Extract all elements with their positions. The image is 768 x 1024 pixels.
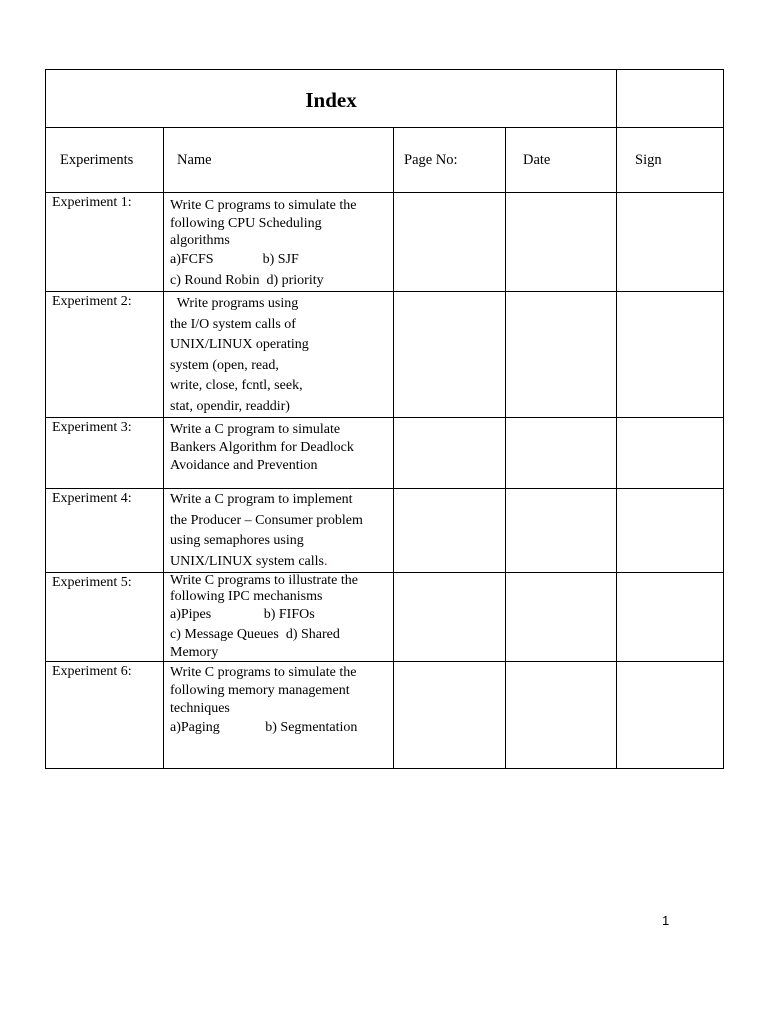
experiment-line: a)FCFS b) SJF bbox=[170, 252, 299, 267]
title-row bbox=[46, 70, 724, 128]
experiment-name bbox=[164, 418, 394, 489]
experiment-line-with-mark bbox=[170, 552, 393, 573]
page-no-cell bbox=[394, 573, 506, 662]
experiment-name bbox=[164, 292, 394, 418]
page-title: Index bbox=[305, 88, 357, 112]
page-no-cell bbox=[394, 662, 506, 769]
experiment-line: using semaphores using bbox=[170, 533, 304, 548]
table-row bbox=[46, 573, 724, 662]
sign-cell bbox=[617, 489, 724, 573]
experiment-label: Experiment 3: bbox=[46, 418, 164, 489]
table-row bbox=[46, 193, 724, 292]
experiment-label: Experiment 4: bbox=[46, 489, 164, 573]
experiment-line: c) Message Queues d) Shared bbox=[170, 627, 340, 642]
experiment-name bbox=[164, 662, 394, 769]
header-experiments bbox=[46, 128, 164, 193]
header-experiments-label: Experiments bbox=[60, 151, 134, 168]
table-row bbox=[46, 489, 724, 573]
experiment-line: Write a C program to implement bbox=[170, 492, 353, 507]
title-cell bbox=[46, 70, 617, 128]
experiment-name bbox=[164, 489, 394, 573]
header-page-no bbox=[394, 128, 506, 193]
sign-cell bbox=[617, 573, 724, 662]
experiment-line: a)Pipes b) FIFOs bbox=[170, 607, 315, 622]
experiment-line: techniques bbox=[170, 701, 230, 716]
experiment-line: Write a C program to simulate bbox=[170, 422, 341, 437]
trailing-mark: . bbox=[323, 553, 328, 569]
table-row bbox=[46, 662, 724, 769]
date-cell bbox=[506, 489, 617, 573]
experiment-name bbox=[164, 573, 394, 662]
experiment-line: a)Paging b) Segmentation bbox=[170, 720, 358, 735]
experiment-name bbox=[164, 193, 394, 292]
experiment-label: Experiment 1: bbox=[46, 193, 164, 292]
page-no-cell bbox=[394, 489, 506, 573]
title-blank-cell bbox=[617, 70, 724, 128]
sign-cell bbox=[617, 193, 724, 292]
page-number: 1 bbox=[662, 913, 670, 928]
date-cell bbox=[506, 292, 617, 418]
experiment-line: the Producer – Consumer problem bbox=[170, 512, 363, 528]
experiment-line: algorithms bbox=[170, 233, 230, 248]
experiment-line: write, close, fcntl, seek, bbox=[170, 378, 303, 393]
experiment-label: Experiment 2: bbox=[46, 292, 164, 418]
header-sign-label: Sign bbox=[635, 151, 662, 168]
experiment-line: following CPU Scheduling bbox=[170, 216, 322, 231]
table-row bbox=[46, 292, 724, 418]
experiment-label: Experiment 5: bbox=[46, 573, 164, 662]
experiment-line: the I/O system calls of bbox=[170, 316, 296, 332]
experiment-line: Write C programs to simulate the bbox=[170, 665, 357, 680]
experiment-line: Write C programs to simulate the bbox=[170, 198, 357, 213]
page-no-cell bbox=[394, 418, 506, 489]
index-table bbox=[45, 69, 724, 769]
experiment-line: Avoidance and Prevention bbox=[170, 458, 318, 473]
date-cell bbox=[506, 662, 617, 769]
experiment-line: Memory bbox=[170, 645, 219, 660]
sign-cell bbox=[617, 662, 724, 769]
experiment-line: system (open, read, bbox=[170, 357, 279, 373]
page-no-cell bbox=[394, 292, 506, 418]
header-page-no-label: Page No: bbox=[404, 151, 458, 168]
header-row bbox=[46, 128, 724, 193]
experiment-line: following memory management bbox=[170, 683, 350, 698]
experiment-line: UNIX/LINUX system calls bbox=[170, 553, 324, 569]
experiment-line: Bankers Algorithm for Deadlock bbox=[170, 440, 354, 455]
date-cell bbox=[506, 573, 617, 662]
page-no-cell bbox=[394, 193, 506, 292]
date-cell bbox=[506, 418, 617, 489]
experiment-line: Write programs using bbox=[170, 296, 299, 311]
experiment-line: c) Round Robin d) priority bbox=[170, 273, 324, 288]
date-cell bbox=[506, 193, 617, 292]
header-name-label: Name bbox=[177, 151, 212, 168]
sign-cell bbox=[617, 418, 724, 489]
experiment-line: UNIX/LINUX operating bbox=[170, 337, 309, 352]
header-sign bbox=[617, 128, 724, 193]
header-date bbox=[506, 128, 617, 193]
experiment-line: following IPC mechanisms bbox=[170, 589, 323, 604]
experiment-label: Experiment 6: bbox=[46, 662, 164, 769]
table-row bbox=[46, 418, 724, 489]
sign-cell bbox=[617, 292, 724, 418]
header-date-label: Date bbox=[523, 151, 551, 168]
header-name bbox=[164, 128, 394, 193]
experiment-line: Write C programs to illustrate the bbox=[170, 573, 359, 588]
experiment-line: stat, opendir, readdir) bbox=[170, 398, 290, 414]
